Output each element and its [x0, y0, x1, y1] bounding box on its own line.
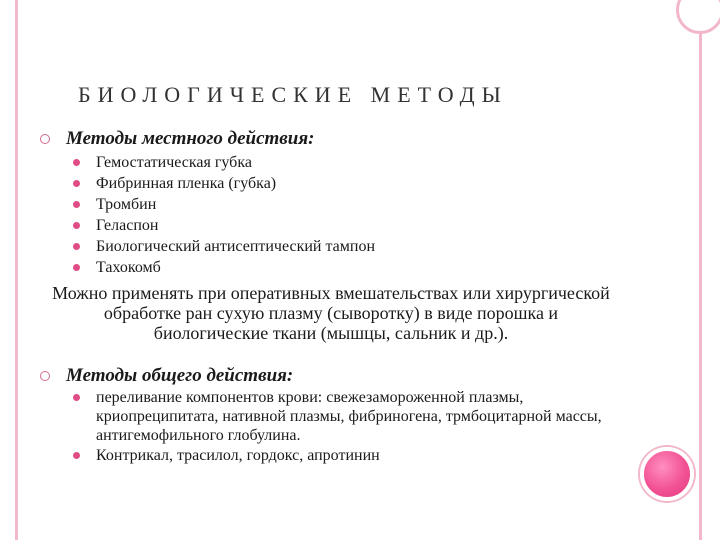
list-item: Биологический антисептический тампон — [70, 236, 375, 257]
list-item: Гемостатическая губка — [70, 152, 375, 173]
bullet-dot-icon — [73, 222, 80, 229]
left-frame-line — [15, 0, 18, 540]
bullet-dot-icon — [73, 201, 80, 208]
list-item: Геласпон — [70, 215, 375, 236]
local-methods-list — [70, 152, 375, 278]
body-paragraph: Можно применять при оперативных вмешательствах или хирургической обработке ран сухую плазму (сыворотку) в виде порошка и биологические ткани (мышцы, сальник и др.). — [52, 283, 610, 343]
list-item: Тахокомб — [70, 257, 375, 278]
list-item: Фибринная пленка (губка) — [70, 173, 375, 194]
bullet-dot-icon — [73, 264, 80, 271]
general-methods-heading: Методы общего действия: — [66, 365, 294, 386]
bullet-dot-icon — [73, 243, 80, 250]
bullet-dot-icon — [73, 452, 80, 459]
bullet-dot-icon — [73, 180, 80, 187]
bullet-dot-icon — [73, 394, 80, 401]
circle-bullet-icon — [40, 134, 50, 144]
right-frame-line — [699, 0, 702, 540]
slide-title: БИОЛОГИЧЕСКИЕ МЕТОДЫ — [78, 82, 508, 107]
decorative-circle-bottom — [640, 447, 694, 501]
bullet-dot-icon — [73, 159, 80, 166]
decorative-circle-top — [676, 0, 720, 34]
general-methods-list — [70, 388, 636, 465]
list-item: Контрикал, трасилол, гордокс, апротинин — [70, 446, 636, 465]
list-item: переливание компонентов крови: свежезамороженной плазмы, криопреципитата, нативной плазмы, фибриногена, трмбоцитарной массы, антигемофильного глобулина. — [70, 388, 636, 445]
local-methods-heading: Методы местного действия: — [66, 128, 315, 149]
list-item: Тромбин — [70, 194, 375, 215]
circle-bullet-icon — [40, 371, 50, 381]
